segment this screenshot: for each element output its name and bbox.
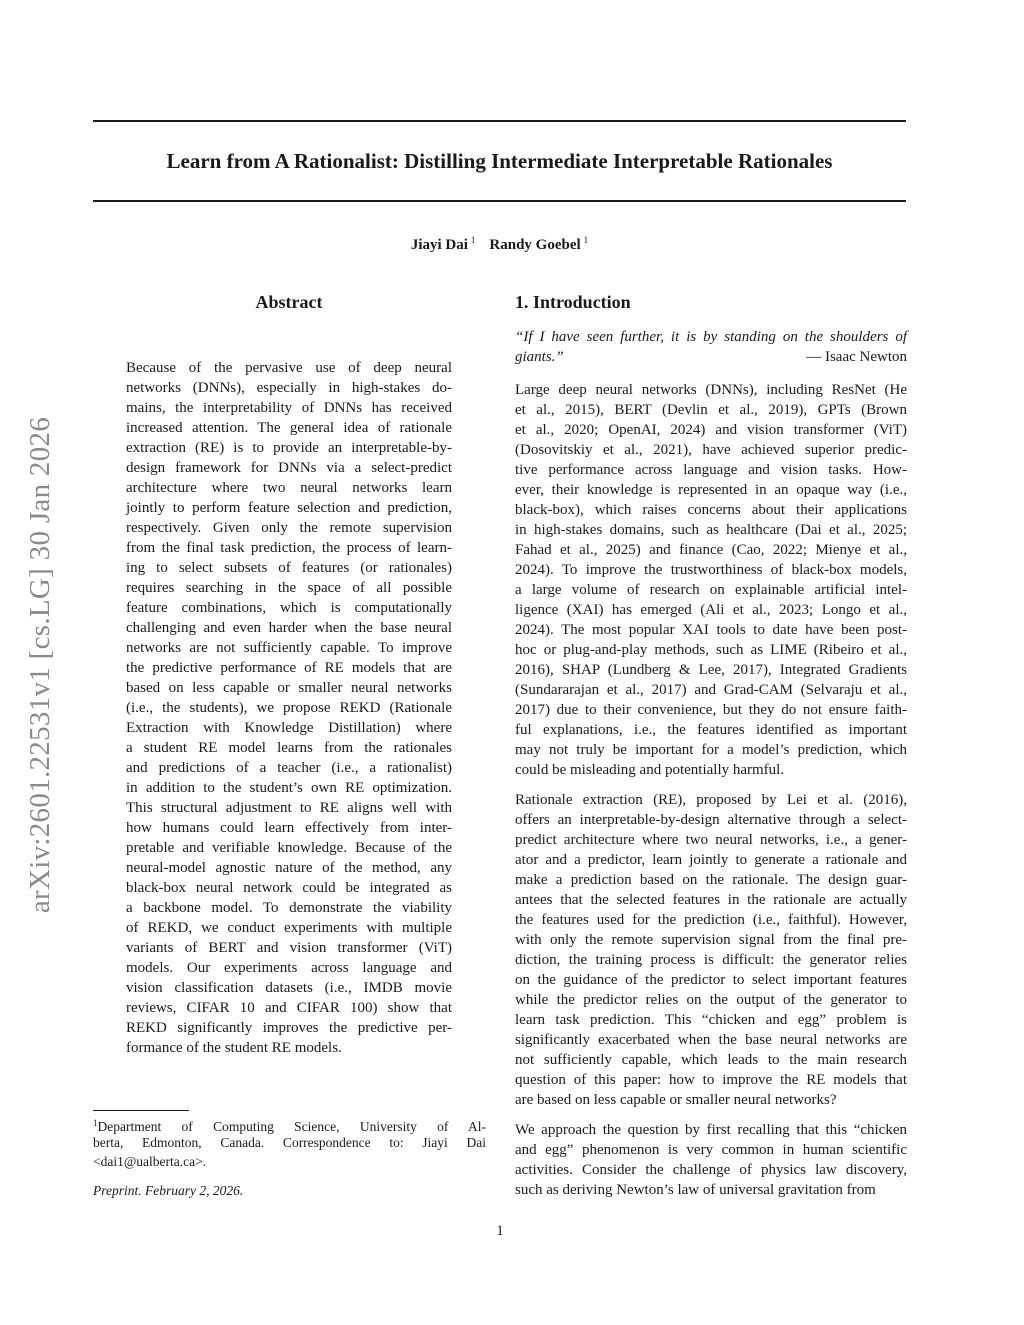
abstract-line: jointly to perform feature selection and prediction, [126,500,452,516]
abstract-line: design framework for DNNs via a select-predict [126,460,452,476]
title-rule-top [93,120,906,122]
abstract-line: formance of the student RE models. [126,1040,342,1056]
abstract-line: requires searching in the space of all possible [126,580,452,596]
body-line: ful explanations, i.e., the features identified as important [515,722,907,738]
abstract-line: feature combinations, which is computationally [126,600,452,616]
body-line: 2024). To improve the trustworthiness of black-box models, [515,562,907,578]
body-line: Large deep neural networks (DNNs), including ResNet (He [515,382,907,398]
abstract-line: based on less capable or smaller neural networks [126,680,452,696]
abstract-heading: Abstract [255,292,323,312]
author-name: Jiayi Dai [410,237,468,253]
body-line: 2024). The most popular XAI tools to date have been post- [515,622,907,638]
arxiv-identifier: arXiv:2601.22531v1 [cs.LG] 30 Jan 2026 [24,416,56,914]
abstract-body [126,358,452,1058]
abstract-line: challenging and even harder when the base neural [126,620,452,636]
abstract-line: increased attention. The general idea of rationale [126,420,452,436]
intro-paragraph-2 [515,790,907,1110]
footnote-rule [93,1110,189,1111]
abstract-line: a student RE model learns from the rationales [126,740,452,756]
footnote-text: berta, Edmonton, Canada. Correspondence to: Jiayi Dai [93,1135,486,1150]
body-line: ator and a predictor, learn jointly to generate a rationale and [515,852,907,868]
abstract-line: models. Our experiments across language and [126,960,452,976]
body-line: while the predictor relies on the output of the generator to [515,992,907,1008]
abstract-line: a backbone model. To demonstrate the viability [126,900,452,916]
body-line: make a prediction based on the rationale. The design guar- [515,872,907,888]
abstract-line: variants of BERT and vision transformer (ViT) [126,940,452,956]
author-affiliation-mark: 1 [470,235,476,245]
page-number: 1 [496,1223,504,1239]
body-line: hoc or plug-and-play methods, such as LIME (Ribeiro et al., [515,642,907,658]
abstract-line: pretable and verifiable knowledge. Because of the [126,840,452,856]
footnote-text: <dai1@ualberta.ca>. [93,1154,207,1169]
abstract-line: reviews, CIFAR 10 and CIFAR 100) show that [126,1000,452,1016]
body-line: could be misleading and potentially harmful. [515,762,785,778]
abstract-line: how humans could learn effectively from inter- [126,820,452,836]
author-name: Randy Goebel [489,237,581,253]
affiliation-footnote [93,1114,486,1171]
abstract-line: extraction (RE) is to provide an interpretable-by- [126,440,452,456]
body-line: antees that the selected features in the rationale are actually [515,892,907,908]
body-line: tive performance across language and vision tasks. How- [515,462,907,478]
epigraph [515,327,907,367]
abstract-line: of REKD, we conduct experiments with multiple [126,920,452,936]
footnote-line [93,1133,486,1152]
body-line: in high-stakes domains, such as healthcare (Dai et al., 2025; [515,522,907,538]
body-line: not sufficiently capable, which leads to the main research [515,1052,907,1068]
abstract-line: and predictions of a teacher (i.e., a rationalist) [126,760,452,776]
body-line: (Dosovitskiy et al., 2021), have achieved superior predic- [515,442,907,458]
body-line: may not truly be important for a model’s prediction, which [515,742,907,758]
footnote-marker: 1 [93,1118,98,1128]
abstract-line: in addition to the student’s own RE optimization. [126,780,452,796]
body-line: (Sundararajan et al., 2017) and Grad-CAM (Selvaraju et al., [515,682,907,698]
paper-title: Learn from A Rationalist: Distilling Intermediate Interpretable Rationales [166,149,833,173]
abstract-line: respectively. Given only the remote supervision [126,520,452,536]
body-line: 2017) due to their convenience, but they do not ensure faith- [515,702,907,718]
arxiv-sidebar [20,375,60,955]
abstract-line: ing to select subsets of features (or rationales) [126,560,452,576]
body-line: and egg” phenomenon is very common in human scientific [515,1142,907,1158]
body-line: 2016), SHAP (Lundberg & Lee, 2017), Integrated Gradients [515,662,907,678]
body-line: et al., 2015), BERT (Devlin et al., 2019), GPTs (Brown [515,402,907,418]
body-line: offers an interpretable-by-design alternative through a select- [515,812,907,828]
title-rule-bottom [93,200,906,202]
intro-paragraph-1 [515,380,907,780]
epigraph-text: “If I have seen further, it is by standing on the shoulders of [515,329,907,345]
body-line: predict architecture where two neural networks, i.e., a gener- [515,832,907,848]
body-line: Rationale extraction (RE), proposed by Lei et al. (2016), [515,792,907,808]
abstract-line: REKD significantly improves the predictive per- [126,1020,452,1036]
body-line: black-box), which raises concerns about their applications [515,502,907,518]
footnote-line [93,1152,486,1171]
epigraph-text: giants.” [515,349,564,365]
abstract-line: Extraction with Knowledge Distillation) where [126,720,452,736]
abstract-line: Because of the pervasive use of deep neural [126,360,452,376]
body-line: are based on less capable or smaller neural networks? [515,1092,837,1108]
footnote-text: Department of Computing Science, University of Al- [97,1119,486,1134]
body-line: the features used for the prediction (i.e., faithful). However, [515,912,907,928]
body-line: on the guidance of the predictor to select important features [515,972,907,988]
body-line: such as deriving Newton’s law of universal gravitation from [515,1182,876,1198]
abstract-line: architecture where two neural networks learn [126,480,452,496]
body-line: a large volume of research on explainable artificial intel- [515,582,907,598]
abstract-line: the predictive performance of RE models that are [126,660,452,676]
intro-paragraph-3 [515,1120,907,1200]
body-line: with only the remote supervision signal from the final pre- [515,932,907,948]
body-line: et al., 2020; OpenAI, 2024) and vision transformer (ViT) [515,422,907,438]
epigraph-author: — Isaac Newton [806,349,907,365]
body-line: learn task prediction. This “chicken and egg” problem is [515,1012,907,1028]
abstract-line: networks are not sufficiently capable. To improve [126,640,452,656]
preprint-note: Preprint. February 2, 2026. [93,1183,244,1198]
abstract-line: black-box neural network could be integrated as [126,880,452,896]
section-heading: 1. Introduction [515,292,631,312]
author-affiliation-mark: 1 [583,235,589,245]
author-list [93,235,906,254]
abstract-line: vision classification datasets (i.e., IMDB movie [126,980,452,996]
abstract-line: networks (DNNs), especially in high-stakes do- [126,380,452,396]
body-line: diction, the training process is difficult: the generator relies [515,952,907,968]
abstract-line: neural-model agnostic nature of the method, any [126,860,452,876]
body-line: We approach the question by first recalling that this “chicken [515,1122,907,1138]
abstract-line: mains, the interpretability of DNNs has received [126,400,452,416]
body-line: ligence (XAI) has emerged (Ali et al., 2023; Longo et al., [515,602,907,618]
abstract-line: from the final task prediction, the process of learn- [126,540,452,556]
footnote-line [93,1114,486,1133]
body-line: significantly exacerbated when the base neural networks are [515,1032,907,1048]
body-line: question of this paper: how to improve the RE models that [515,1072,907,1088]
body-line: ever, their knowledge is represented in an opaque way (i.e., [515,482,907,498]
body-line: Fahad et al., 2025) and finance (Cao, 2022; Mienye et al., [515,542,907,558]
abstract-line: (i.e., the students), we propose REKD (Rationale [126,700,452,716]
abstract-line: This structural adjustment to RE aligns well with [126,800,452,816]
body-line: activities. Consider the challenge of physics law discovery, [515,1162,907,1178]
